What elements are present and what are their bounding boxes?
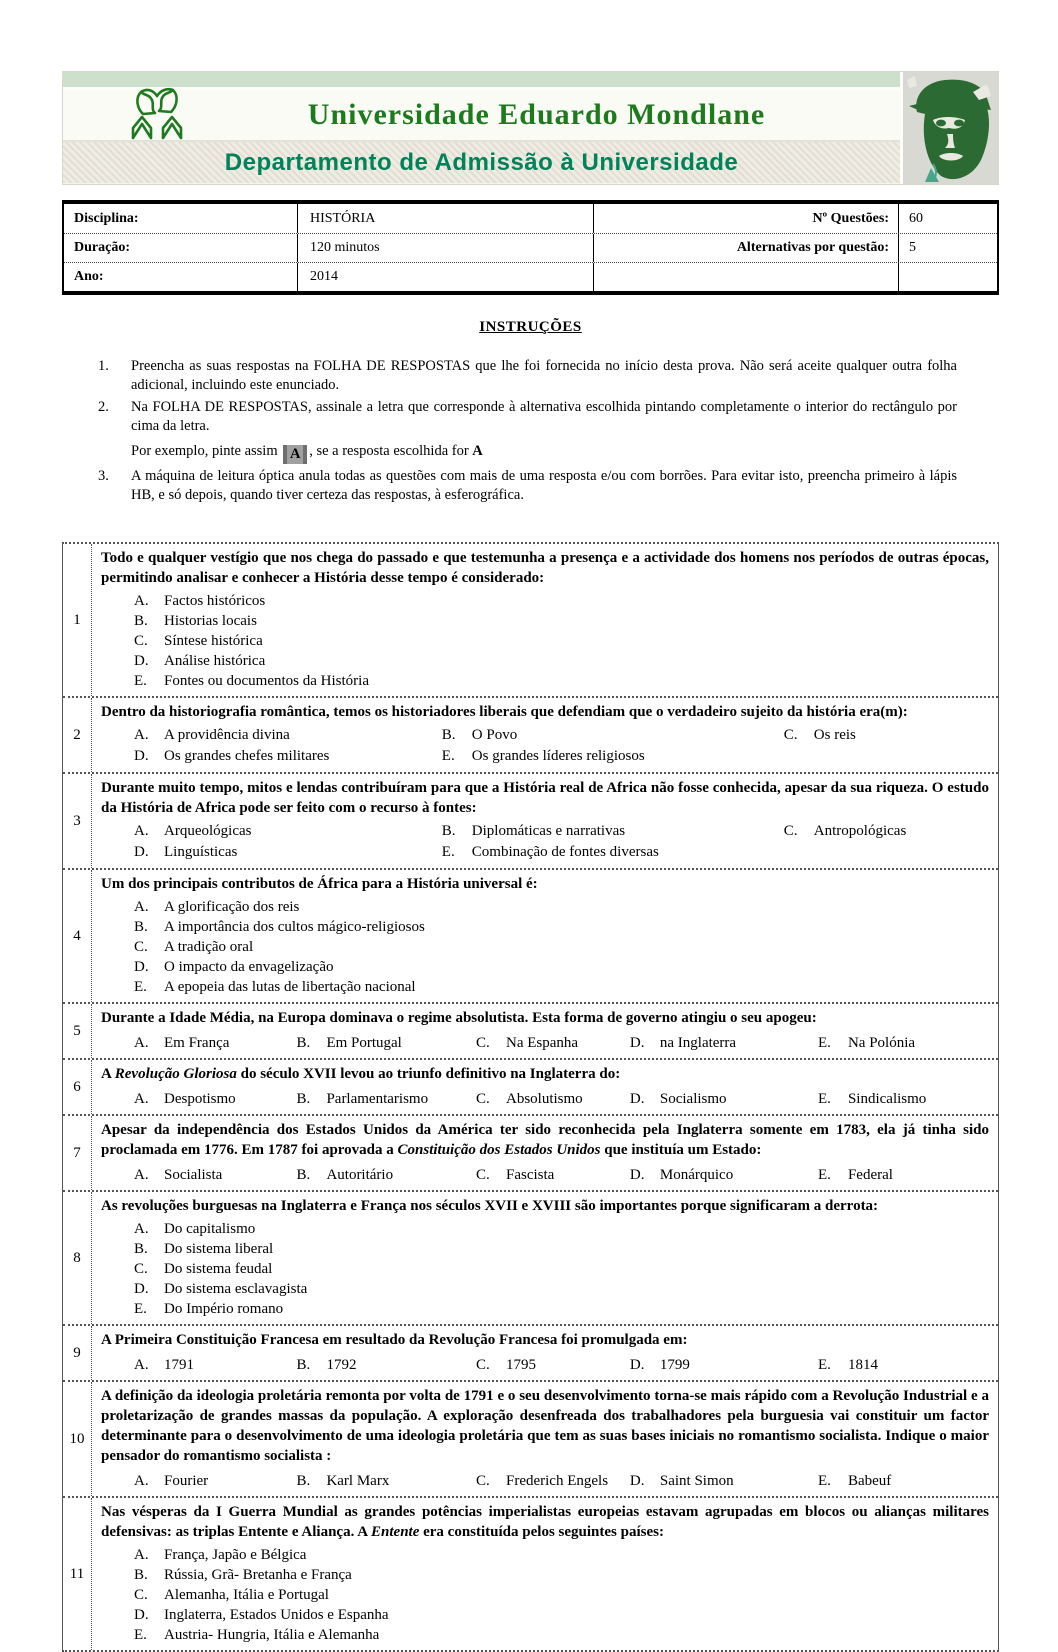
question-stem [101, 1502, 989, 1542]
question-body [92, 1192, 998, 1324]
option-letter: C. [475, 1035, 490, 1051]
option-letter: C. [783, 823, 798, 839]
option-letter: D. [134, 844, 149, 860]
option-item [101, 1279, 989, 1299]
option-text: Despotismo [164, 1091, 236, 1107]
option-item [134, 1355, 296, 1375]
option-item [476, 1165, 630, 1185]
option-item [101, 651, 989, 671]
options-group [101, 1033, 989, 1053]
question-number: 8 [63, 1192, 92, 1324]
option-item [101, 1565, 989, 1585]
option-text: Babeuf [847, 1473, 892, 1489]
option-item [630, 1471, 818, 1491]
exam-page [62, 0, 999, 1652]
instruction-text [131, 357, 957, 395]
option-letter: D. [134, 653, 149, 669]
option-text: 1792 [326, 1357, 357, 1373]
header-left [63, 72, 900, 184]
option-text: Do sistema feudal [164, 1261, 273, 1277]
option-letter: C. [783, 727, 798, 743]
option-letter: E. [817, 1035, 831, 1051]
option-text: Análise histórica [164, 653, 266, 669]
question-stem [101, 874, 989, 894]
option-text: Do Império romano [164, 1301, 284, 1317]
option-item [134, 1165, 296, 1185]
option-letter: E. [134, 979, 147, 995]
info-row-duracao [64, 233, 997, 262]
option-letter: A. [134, 1473, 149, 1489]
option-item [134, 725, 442, 746]
question-row-4 [63, 868, 998, 1002]
option-letter: E. [134, 673, 147, 689]
question-body [92, 1004, 998, 1058]
option-letter: C. [134, 1587, 148, 1603]
option-letter: D. [134, 748, 149, 764]
option-item [784, 821, 989, 842]
option-text: Rússia, Grã- Bretanha e França [164, 1567, 352, 1583]
department-band [63, 142, 900, 183]
option-item [134, 821, 442, 842]
option-letter: A. [134, 1091, 149, 1107]
exam-info-table [62, 200, 999, 295]
text-segment: do século XVII levou ao triunfo definitivo na Inglaterra do: [236, 1066, 621, 1082]
option-letter: C. [475, 1091, 490, 1107]
option-letter: B. [134, 1241, 148, 1257]
option-letter: A. [134, 899, 149, 915]
text-segment: , se a resposta escolhida for [309, 443, 473, 459]
option-item [296, 1089, 476, 1109]
question-stem [101, 1120, 989, 1160]
question-number: 9 [63, 1326, 92, 1380]
option-item [101, 1605, 989, 1625]
option-text: A providência divina [164, 727, 290, 743]
question-row-8 [63, 1190, 998, 1324]
option-item [101, 937, 989, 957]
option-text: Do sistema esclavagista [164, 1281, 308, 1297]
question-row-6 [63, 1058, 998, 1114]
option-text: Karl Marx [326, 1473, 390, 1489]
question-row-10 [63, 1380, 998, 1496]
text-segment: Apesar da independência dos Estados Unidos da América ter sido reconhecida pela Inglaterra somente em 1783, ela já tinha sido proclamada em 1776. Em 1787 foi aprovada a [101, 1122, 989, 1158]
duracao-value: 120 minutos [297, 234, 593, 262]
option-text: Fontes ou documentos da História [164, 673, 369, 689]
option-text: Os reis [813, 727, 856, 743]
option-text: Combinação de fontes diversas [471, 844, 659, 860]
option-item [630, 1033, 818, 1053]
mondlane-portrait [900, 72, 998, 184]
text-segment: Preencha as suas respostas na FOLHA DE RESPOSTAS que lhe foi fornecida no início desta prova. Não será aceite qualquer outra folha adicional, incluindo este enunciado. [131, 358, 957, 393]
option-letter: C. [134, 1261, 148, 1277]
option-text: Na Polónia [847, 1035, 916, 1051]
option-text: Antropológicas [813, 823, 907, 839]
option-item [101, 1545, 989, 1565]
option-letter: D. [134, 959, 149, 975]
question-number: 5 [63, 1004, 92, 1058]
option-letter: B. [134, 919, 148, 935]
options-group [101, 591, 989, 691]
option-letter: D. [629, 1035, 645, 1051]
option-item [101, 631, 989, 651]
ano-value: 2014 [297, 263, 593, 291]
text-segment: Revolução Gloriosa [114, 1066, 237, 1082]
option-text: Historias locais [164, 613, 257, 629]
option-letter: C. [134, 939, 148, 955]
option-text: Em Portugal [326, 1035, 402, 1051]
options-group [101, 1355, 989, 1375]
question-body [92, 774, 998, 868]
option-letter: C. [475, 1473, 490, 1489]
options-group [101, 1471, 989, 1491]
line-break [131, 436, 957, 442]
instruction-text [131, 467, 957, 505]
text-segment: A Primeira Constituição Francesa em resultado da Revolução Francesa foi promulgada em: [101, 1332, 688, 1348]
question-stem [101, 702, 989, 722]
option-text: 1795 [505, 1357, 536, 1373]
option-letter: A. [134, 823, 149, 839]
option-letter: A. [134, 727, 149, 743]
options-group [101, 725, 989, 767]
option-item [101, 1239, 989, 1259]
text-segment: Por exemplo, pinte assim [131, 443, 282, 459]
option-text: Absolutismo [505, 1091, 583, 1107]
question-stem [101, 778, 989, 818]
question-stem [101, 548, 989, 588]
alternativas-label: Alternativas por questão: [593, 234, 898, 262]
option-text: Na Espanha [505, 1035, 579, 1051]
question-number: 2 [63, 698, 92, 772]
text-segment: era constituída pelos seguintes países: [419, 1524, 664, 1540]
text-segment: Todo e qualquer vestígio que nos chega do passado e que testemunha a presença e a actividade dos homens nos períodos de outras épocas, permitindo analisar e conhecer a História desse tempo é considerado: [101, 550, 989, 586]
text-segment: Na FOLHA DE RESPOSTAS, assinale a letra que corresponde à alternativa escolhida pintando completamente o interior do rectângulo por cima da letra. [131, 399, 957, 434]
university-name: Universidade Eduardo Mondlane [307, 98, 766, 131]
option-letter: D. [629, 1473, 645, 1489]
option-text: 1814 [847, 1357, 878, 1373]
question-stem [101, 1330, 989, 1350]
question-row-9 [63, 1324, 998, 1380]
option-letter: C. [134, 633, 148, 649]
option-text: O impacto da envagelização [164, 959, 334, 975]
option-item [296, 1033, 476, 1053]
option-item [296, 1471, 476, 1491]
text-segment: Nas vésperas da I Guerra Mundial as grandes potências imperialistas europeias estavam agrupadas em blocos ou alianças militares defensivas: as triplas Entente e Aliança. A [101, 1504, 989, 1540]
option-text: 1791 [164, 1357, 194, 1373]
question-number: 6 [63, 1060, 92, 1114]
option-text: Em França [164, 1035, 230, 1051]
options-group [101, 821, 989, 863]
option-item [818, 1471, 989, 1491]
option-text: Síntese histórica [164, 633, 263, 649]
option-letter: A. [134, 1035, 149, 1051]
option-text: A glorificação dos reis [164, 899, 300, 915]
text-segment: A [472, 443, 483, 459]
question-number: 7 [63, 1116, 92, 1190]
question-number: 3 [63, 774, 92, 868]
question-stem [101, 1008, 989, 1028]
option-text: França, Japão e Bélgica [164, 1547, 307, 1563]
options-group [101, 1219, 989, 1319]
option-item [630, 1355, 818, 1375]
option-letter: E. [817, 1357, 831, 1373]
question-row-11 [63, 1496, 998, 1650]
uem-emblem-icon [125, 84, 189, 145]
text-segment: A máquina de leitura óptica anula todas as questões com mais de uma resposta e/ou com borrões. Para evitar isto, preencha primeiro à lápis HB, e só depois, quando tiver certeza das respostas, à esferográfica. [131, 468, 957, 503]
option-letter: B. [296, 1357, 311, 1373]
text-segment: A definição da ideologia proletária remonta por volta de 1791 e o seu desenvolvimento torna-se mais rápido com a Revolução Industrial e a proletarização de grandes massas da população. A exploração desenfreada dos trabalhadores pela burguesia vai constituir um factor determinante para o desenvolvimento de uma ideologia proletária que tem as suas bases iniciais no romantismo socialista. Indique o maior pensador do romantismo socialista : [101, 1388, 989, 1464]
option-letter: A. [134, 593, 149, 609]
option-text: Sindicalismo [847, 1091, 927, 1107]
questions-table [62, 542, 999, 1652]
option-item [476, 1033, 630, 1053]
question-number: 10 [63, 1382, 92, 1496]
option-text: Socialista [164, 1167, 223, 1183]
options-group [101, 1545, 989, 1645]
option-text: Fascista [505, 1167, 555, 1183]
option-text: Os grandes chefes militares [164, 748, 330, 764]
question-body [92, 544, 998, 696]
text-segment: Durante a Idade Média, na Europa dominava o regime absolutista. Esta forma de governo atingiu o seu apogeu: [101, 1010, 817, 1026]
option-letter: D. [134, 1281, 149, 1297]
option-item [101, 1625, 989, 1645]
question-stem [101, 1064, 989, 1084]
instruction-number: 1. [98, 358, 109, 374]
option-letter: A. [134, 1357, 149, 1373]
option-text: Os grandes líderes religiosos [471, 748, 645, 764]
option-text: Diplomáticas e narrativas [471, 823, 626, 839]
option-letter: E. [134, 1627, 147, 1643]
option-letter: A. [134, 1547, 149, 1563]
text-segment: As revoluções burguesas na Inglaterra e França nos séculos XVII e XVIII são importantes porque significaram a derrota: [101, 1198, 879, 1214]
question-row-2 [63, 696, 998, 772]
option-letter: A. [134, 1221, 149, 1237]
info-empty-value [898, 263, 997, 291]
question-number: 11 [63, 1498, 92, 1650]
info-row-disciplina [64, 204, 997, 233]
option-letter: B. [296, 1091, 311, 1107]
option-letter: B. [134, 613, 148, 629]
option-letter: B. [296, 1167, 311, 1183]
option-letter: E. [441, 844, 455, 860]
text-segment: Dentro da historiografia romântica, temos os historiadores liberais que defendiam que o verdadeiro sujeito da história era(m): [101, 704, 908, 720]
option-item [134, 1033, 296, 1053]
option-letter: D. [629, 1357, 645, 1373]
option-item [101, 1259, 989, 1279]
option-item [101, 917, 989, 937]
option-item [784, 725, 989, 746]
option-text: O Povo [471, 727, 518, 743]
option-item [134, 842, 442, 863]
option-letter: E. [817, 1091, 831, 1107]
option-letter: B. [441, 727, 456, 743]
option-item [101, 591, 989, 611]
option-item [296, 1355, 476, 1375]
option-text: Arqueológicas [164, 823, 252, 839]
instruction-number: 3. [98, 468, 109, 484]
option-text: Autoritário [326, 1167, 394, 1183]
option-item [101, 671, 989, 691]
options-group [101, 1089, 989, 1109]
instruction-item-3 [98, 467, 957, 505]
option-item [296, 1165, 476, 1185]
option-text: Do capitalismo [164, 1221, 256, 1237]
option-text: Alemanha, Itália e Portugal [164, 1587, 329, 1603]
option-item [134, 1471, 296, 1491]
question-row-1 [63, 544, 998, 696]
option-text: A tradição oral [164, 939, 254, 955]
option-text: Austria- Hungria, Itália e Alemanha [164, 1627, 380, 1643]
question-body [92, 1060, 998, 1114]
option-item [442, 725, 784, 746]
option-item [818, 1165, 989, 1185]
text-segment: que instituía um Estado: [600, 1142, 762, 1158]
disciplina-label: Disciplina: [74, 210, 139, 226]
option-letter: B. [134, 1567, 148, 1583]
option-text: Fourier [164, 1473, 209, 1489]
option-letter: D. [629, 1167, 645, 1183]
option-text: 1799 [659, 1357, 690, 1373]
text-segment: Entente [371, 1524, 420, 1540]
option-letter: B. [296, 1035, 311, 1051]
info-row-ano [64, 262, 997, 291]
option-letter: C. [475, 1167, 490, 1183]
option-text: Inglaterra, Estados Unidos e Espanha [164, 1607, 389, 1623]
duracao-label: Duração: [74, 240, 130, 255]
question-body [92, 1498, 998, 1650]
option-text: Socialismo [659, 1091, 727, 1107]
option-item [101, 977, 989, 997]
option-text: Frederich Engels [505, 1473, 609, 1489]
option-text: Factos históricos [164, 593, 266, 609]
option-text: Saint Simon [659, 1473, 734, 1489]
question-body [92, 870, 998, 1002]
option-letter: A. [134, 1167, 149, 1183]
instruction-item-2 [98, 398, 957, 464]
option-item [101, 897, 989, 917]
option-item [818, 1355, 989, 1375]
answer-example-box: A [283, 445, 307, 464]
option-item [134, 746, 442, 767]
info-empty-label [593, 263, 898, 291]
option-item [442, 821, 784, 842]
option-item [101, 957, 989, 977]
question-row-7 [63, 1114, 998, 1190]
option-letter: E. [134, 1301, 147, 1317]
instructions-list [98, 357, 957, 505]
option-item [101, 1585, 989, 1605]
instruction-text [131, 398, 957, 464]
instructions-title: INSTRUÇÕES [479, 319, 582, 335]
option-item [442, 746, 784, 767]
option-letter: D. [629, 1091, 645, 1107]
options-group [101, 1165, 989, 1185]
text-segment: Durante muito tempo, mitos e lendas contribuíram para que a História real de Africa não fosse conhecida, apesar da sua riqueza. O estudo da História de Africa pode ser feito com o recurso à fontes: [101, 780, 989, 816]
option-item [476, 1471, 630, 1491]
option-item [818, 1089, 989, 1109]
question-body [92, 1326, 998, 1380]
option-letter: B. [296, 1473, 311, 1489]
option-text: Do sistema liberal [164, 1241, 274, 1257]
disciplina-value: HISTÓRIA [297, 204, 593, 233]
option-letter: E. [817, 1473, 831, 1489]
question-body [92, 1382, 998, 1496]
question-body [92, 1116, 998, 1190]
instruction-item-1 [98, 357, 957, 395]
option-letter: B. [441, 823, 456, 839]
question-row-3 [63, 772, 998, 868]
department-name: Departamento de Admissão à Universidade [224, 148, 739, 176]
option-item [476, 1355, 630, 1375]
instruction-number: 2. [98, 399, 109, 415]
question-body [92, 698, 998, 772]
option-item [442, 842, 784, 863]
question-stem [101, 1196, 989, 1216]
option-letter: C. [475, 1357, 490, 1373]
text-segment: Um dos principais contributos de África para a História universal é: [101, 876, 538, 892]
option-letter: D. [134, 1607, 149, 1623]
question-row-5 [63, 1002, 998, 1058]
header-banner [62, 71, 999, 185]
option-item [101, 1219, 989, 1239]
option-text: Parlamentarismo [326, 1091, 429, 1107]
option-item [630, 1165, 818, 1185]
option-text: A epopeia das lutas de libertação nacional [164, 979, 416, 995]
option-letter: E. [817, 1167, 831, 1183]
option-item [630, 1089, 818, 1109]
option-item [134, 1089, 296, 1109]
question-stem [101, 1386, 989, 1466]
question-number: 4 [63, 870, 92, 1002]
option-text: Monárquico [659, 1167, 734, 1183]
option-text: Federal [847, 1167, 893, 1183]
num-questoes-label: Nº Questões: [593, 204, 898, 233]
text-segment: A [101, 1066, 115, 1082]
option-letter: E. [441, 748, 455, 764]
ano-label: Ano: [74, 269, 104, 284]
option-text: na Inglaterra [659, 1035, 737, 1051]
option-item [101, 611, 989, 631]
question-number: 1 [63, 544, 92, 696]
option-item [476, 1089, 630, 1109]
option-text: A importância dos cultos mágico-religiosos [164, 919, 425, 935]
alternativas-value: 5 [898, 234, 997, 262]
options-group [101, 897, 989, 997]
num-questoes-value: 60 [898, 204, 997, 233]
text-segment: Constituição dos Estados Unidos [397, 1142, 601, 1158]
option-item [818, 1033, 989, 1053]
option-item [101, 1299, 989, 1319]
option-text: Linguísticas [164, 844, 238, 860]
